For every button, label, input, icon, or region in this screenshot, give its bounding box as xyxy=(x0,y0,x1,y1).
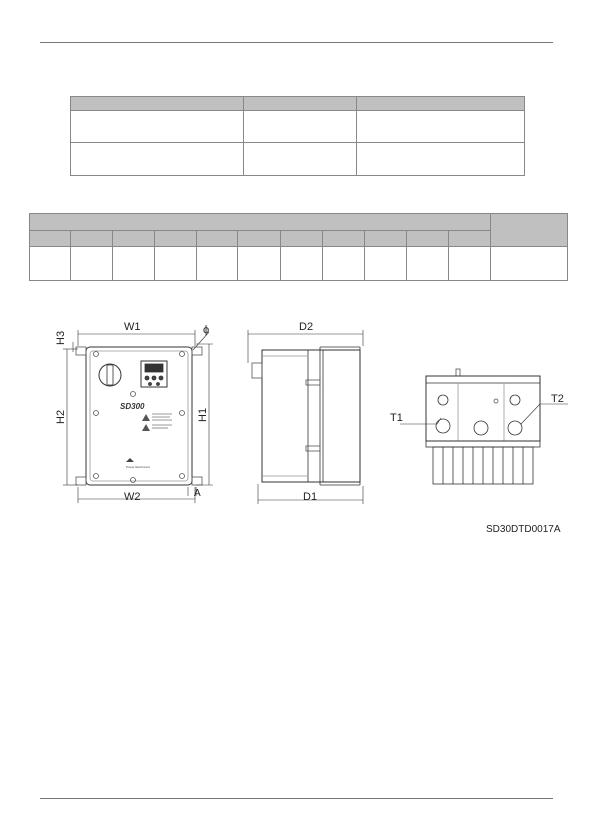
h1-label: H1 xyxy=(197,407,209,422)
a-label: A xyxy=(194,488,201,499)
phi-label: ϕ xyxy=(203,324,210,336)
drawing-reference: SD30DTD0017A xyxy=(486,524,561,535)
maker-logo xyxy=(126,458,151,469)
t1-label: T1 xyxy=(390,412,403,424)
warning-label-icon xyxy=(142,414,172,431)
side-view xyxy=(252,347,360,485)
d1-label: D1 xyxy=(303,491,318,503)
front-view xyxy=(76,347,202,485)
t2-label: T2 xyxy=(551,393,564,405)
selector-knob-icon xyxy=(99,364,121,386)
h2-label: H2 xyxy=(55,409,67,424)
bottom-view xyxy=(400,369,568,484)
h3-label: H3 xyxy=(55,330,67,345)
brand-logo: SD300 xyxy=(120,402,145,411)
w1-label: W1 xyxy=(124,321,141,333)
svg-text:Power Electronics: Power Electronics xyxy=(126,465,151,469)
d2-label: D2 xyxy=(299,321,314,333)
keypad-display-icon xyxy=(141,361,167,387)
w2-label: W2 xyxy=(124,491,141,503)
